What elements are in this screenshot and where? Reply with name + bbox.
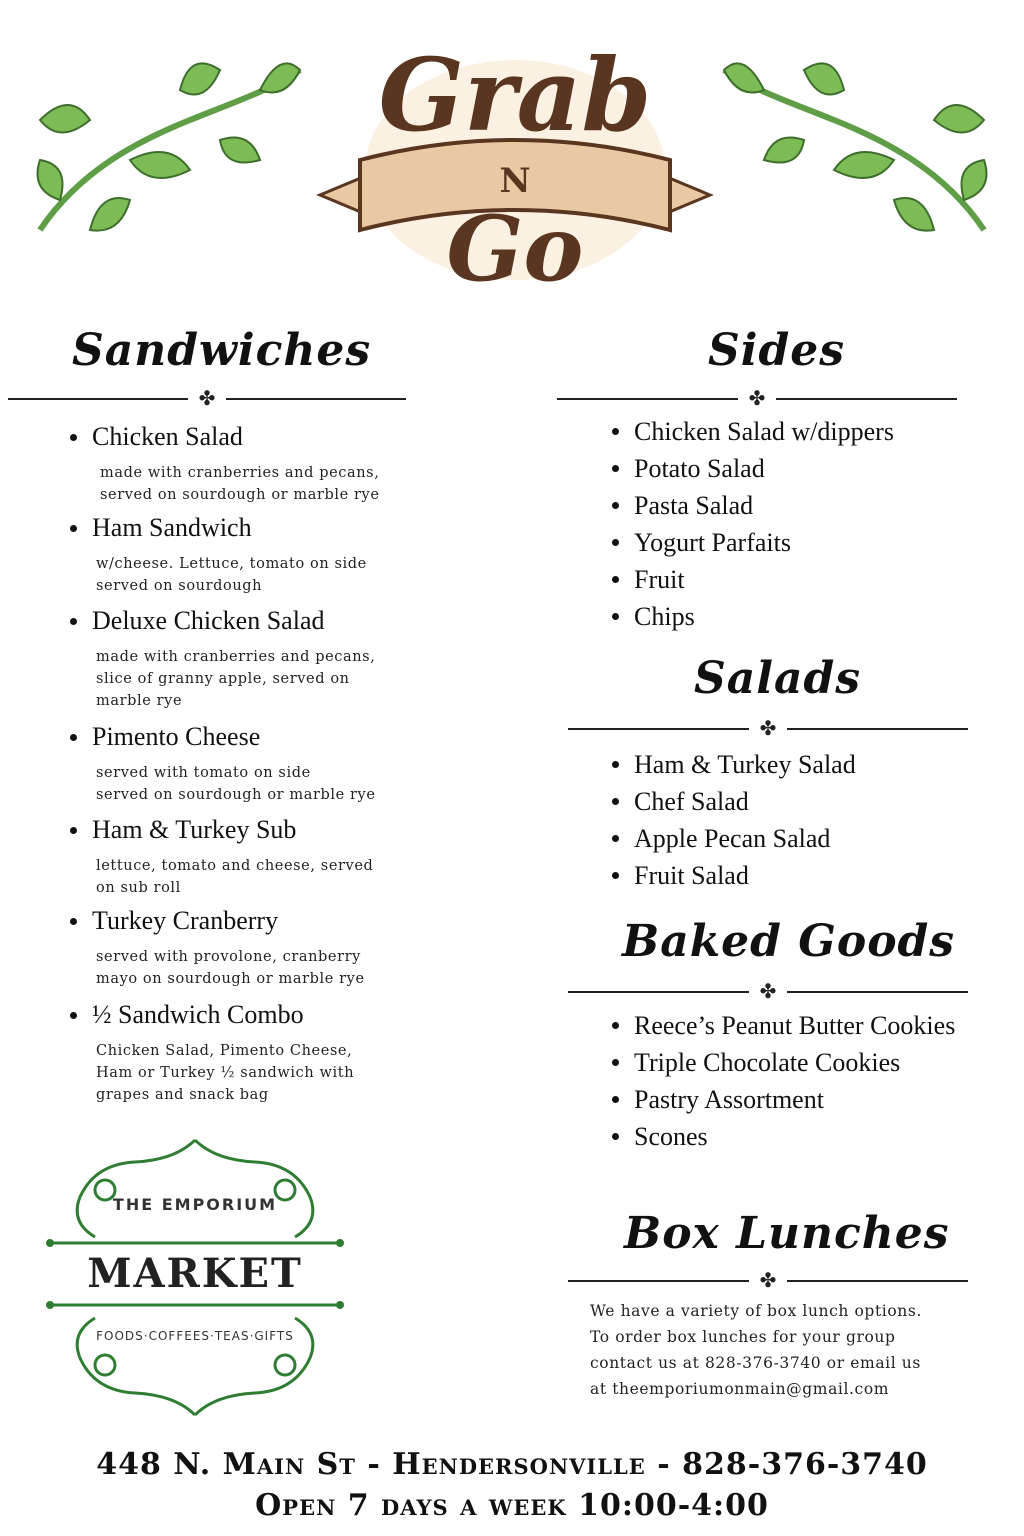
grab-n-go-logo bbox=[300, 20, 730, 300]
bullet bbox=[70, 918, 77, 925]
logo-word-go: Go bbox=[446, 196, 584, 300]
menu-item-ham-sandwich bbox=[70, 513, 410, 597]
list-item bbox=[612, 413, 894, 450]
item-name: Fruit bbox=[634, 564, 685, 594]
item-name: Triple Chocolate Cookies bbox=[634, 1047, 901, 1077]
box-lunches-title: Box Lunches bbox=[624, 1208, 950, 1259]
item-name: Pimento Cheese bbox=[92, 722, 261, 751]
sandwiches-divider bbox=[8, 389, 406, 409]
item-name: Scones bbox=[634, 1121, 708, 1151]
sides-divider bbox=[557, 389, 957, 409]
item-name: Ham Sandwich bbox=[92, 513, 252, 542]
item-name: Chicken Salad bbox=[92, 422, 243, 451]
item-name: Chef Salad bbox=[634, 786, 749, 816]
bullet bbox=[612, 576, 619, 583]
svg-text:✤: ✤ bbox=[198, 389, 216, 409]
item-description: lettuce, tomato and cheese, served on sub roll bbox=[96, 858, 374, 896]
salads-list bbox=[612, 746, 856, 894]
bullet bbox=[612, 613, 619, 620]
bullet bbox=[612, 1022, 619, 1029]
bullet bbox=[70, 434, 77, 441]
emporium-main-text: MARKET bbox=[87, 1250, 303, 1297]
emporium-bottom-text: FOODS·COFFEES·TEAS·GIFTS bbox=[96, 1329, 294, 1343]
bullet bbox=[612, 835, 619, 842]
item-description: served with provolone, cranberry mayo on sourdough or marble rye bbox=[96, 949, 365, 987]
item-name: Deluxe Chicken Salad bbox=[92, 606, 325, 635]
list-item bbox=[612, 561, 894, 598]
item-name: ½ Sandwich Combo bbox=[92, 1000, 304, 1029]
list-item bbox=[612, 1118, 955, 1155]
item-name: Fruit Salad bbox=[634, 860, 749, 890]
list-item bbox=[612, 746, 856, 783]
item-description: made with cranberries and pecans, slice of granny apple, served on marble rye bbox=[96, 649, 376, 709]
item-name: Turkey Cranberry bbox=[92, 906, 279, 935]
list-item bbox=[612, 820, 856, 857]
footer-hours: Open 7 days a week 10:00-4:00 bbox=[255, 1488, 769, 1523]
sides-list bbox=[612, 413, 894, 635]
box-lunches-description: We have a variety of box lunch options. To order box lunches for your group contact us at 828-376-3740 or email us at theemporiumonmain@gmail.com bbox=[590, 1302, 922, 1398]
emporium-market-logo bbox=[45, 1135, 345, 1420]
salads-title: Salads bbox=[694, 653, 862, 704]
list-item bbox=[612, 783, 856, 820]
list-item bbox=[612, 487, 894, 524]
bullet bbox=[612, 761, 619, 768]
bullet bbox=[612, 1096, 619, 1103]
footer-address: 448 N. Main St - Hendersonville - 828-376-3740 bbox=[96, 1447, 928, 1482]
sandwiches-title: Sandwiches bbox=[72, 325, 372, 376]
item-name: Pasta Salad bbox=[634, 490, 754, 520]
menu-item-turkey-cranberry bbox=[70, 906, 410, 990]
list-item bbox=[612, 450, 894, 487]
item-name: Yogurt Parfaits bbox=[634, 527, 791, 557]
item-name: Reece’s Peanut Butter Cookies bbox=[634, 1010, 956, 1040]
menu-item-pimento-cheese bbox=[70, 722, 410, 806]
list-item bbox=[612, 1044, 955, 1081]
menu-item-deluxe-chicken-salad bbox=[70, 606, 410, 712]
emporium-top-text: THE EMPORIUM bbox=[112, 1195, 278, 1214]
bullet bbox=[612, 1133, 619, 1140]
list-item bbox=[612, 1007, 955, 1044]
baked-goods-list bbox=[612, 1007, 955, 1155]
item-description: Chicken Salad, Pimento Cheese, Ham or Turkey ½ sandwich with grapes and snack bag bbox=[96, 1043, 355, 1103]
logo-word-grab: Grab bbox=[378, 36, 652, 154]
bullet bbox=[70, 525, 77, 532]
bullet bbox=[70, 827, 77, 834]
menu-item-chicken-salad bbox=[70, 422, 410, 506]
list-item bbox=[612, 524, 894, 561]
item-name: Potato Salad bbox=[634, 453, 765, 483]
baked-goods-divider bbox=[568, 982, 968, 1002]
item-name: Chips bbox=[634, 601, 695, 631]
salads-divider bbox=[568, 719, 968, 739]
bullet bbox=[70, 1012, 77, 1019]
bullet bbox=[70, 734, 77, 741]
vine-decoration-right bbox=[704, 30, 1004, 250]
svg-text:✤: ✤ bbox=[759, 1271, 777, 1291]
bullet bbox=[612, 1059, 619, 1066]
box-lunches-divider bbox=[568, 1271, 968, 1291]
menu-item-ham-turkey-sub bbox=[70, 815, 410, 899]
item-name: Ham & Turkey Sub bbox=[92, 815, 297, 844]
bullet bbox=[70, 618, 77, 625]
list-item bbox=[612, 598, 894, 635]
bullet bbox=[612, 798, 619, 805]
bullet bbox=[612, 872, 619, 879]
list-item bbox=[612, 1081, 955, 1118]
item-name: Chicken Salad w/dippers bbox=[634, 416, 894, 446]
list-item bbox=[612, 857, 856, 894]
bullet bbox=[612, 428, 619, 435]
menu-item-half-sandwich-combo bbox=[70, 1000, 410, 1106]
baked-goods-title: Baked Goods bbox=[622, 916, 956, 967]
bullet bbox=[612, 539, 619, 546]
item-name: Apple Pecan Salad bbox=[634, 823, 831, 853]
item-description: w/cheese. Lettuce, tomato on side served on sourdough bbox=[96, 556, 367, 594]
sides-title: Sides bbox=[708, 325, 846, 376]
item-description: made with cranberries and pecans, served on sourdough or marble rye bbox=[100, 465, 380, 503]
vine-decoration-left bbox=[20, 30, 320, 250]
svg-text:✤: ✤ bbox=[748, 389, 766, 409]
bullet bbox=[612, 465, 619, 472]
svg-text:✤: ✤ bbox=[759, 719, 777, 739]
bullet bbox=[612, 502, 619, 509]
item-name: Ham & Turkey Salad bbox=[634, 749, 856, 779]
logo-word-n: N bbox=[499, 161, 531, 201]
item-description: served with tomato on side served on sourdough or marble rye bbox=[96, 765, 376, 803]
item-name: Pastry Assortment bbox=[634, 1084, 824, 1114]
svg-text:✤: ✤ bbox=[759, 982, 777, 1002]
